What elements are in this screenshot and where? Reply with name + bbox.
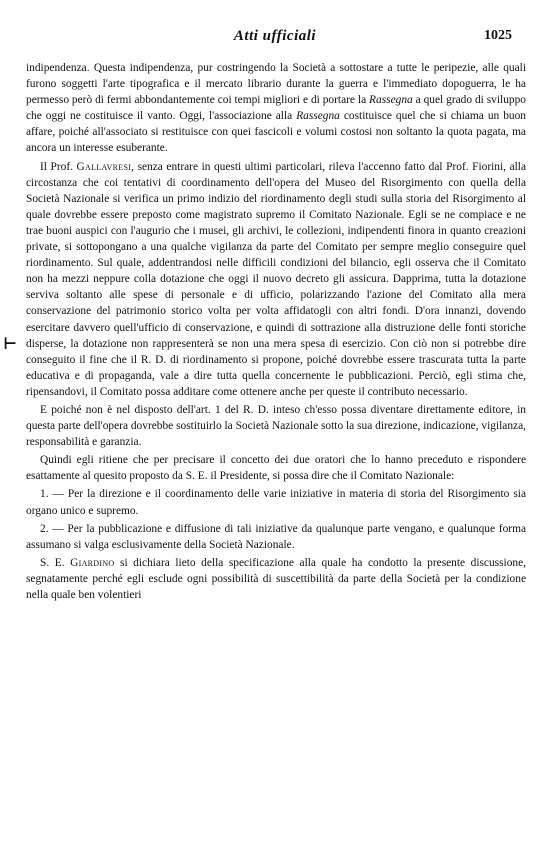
paragraph	[26, 452, 526, 484]
text-run: Giardino	[70, 556, 115, 569]
paragraph	[26, 555, 526, 603]
page-number: 1025	[484, 28, 512, 43]
text-run: Rassegna	[369, 94, 413, 107]
text-run: , senza entrare in questi ultimi particolari, rileva l'accenno fatto dal Prof. Fiorini, alla circostanza che coi tentativi di coordinamento dell'opera del Museo del Risorgimento con quella della Società Nazionale si verifica un primo indizio del riordinamento degli studi sulla storia del Risorgimento al quale dovrebbe essere preposto come magistrato supremo il Comitato Nazionale. Egli se ne compiace e ne trae buoni auspici con l'augurio che i musei, gli archivi, le collezioni, indipendenti finora in quanto creazioni private, si sottopongano a una qualche vigilanza da parte del Comitato per sempre meglio conseguire quel riordinamento. Sul quale, addentrandosi nelle difficili condizioni del bilancio, egli osserva che il Comitato non ha mezzi neppure colla dotazione che oggi il nuovo decreto gli assicura. Dapprima, tutta la dotazione serviva soltanto alle spese di personale e di ufficio, polarizzando l'azione del Comitato alla mera conservazione del patrimonio storico volta per volta affidatogli con altri fondi. D'ora innanzi, dovendo esercitare davvero quell'ufficio di conservazione, e quindi di sottrazione alla distruzione delle fonti storiche disperse, la dotazione non rappresenterà se non una mera spesa di esercizio. Con ciò non si potrebbe dire conseguito il fine che il R. D. di riordinamento si propone, poiché dovrebbe essere trascurata tutta la parte educativa e di propaganda, vale a dire tutta quella concernente le pubblicazioni. Perciò, egli stima che, ripensandovi, il Comitato possa additare come ottenere anche per queste il contributo necessario.	[26, 160, 527, 398]
text-run: 1. — Per la direzione e il coordinamento delle varie iniziative in materia di storia del Risorgimento sia organo unico e supremo.	[26, 488, 526, 517]
paragraph	[26, 402, 526, 450]
text-run: indipendenza. Questa indipendenza, pur costringendo la Società a sottostare a tutte le peripezie, alle quali furono soggetti l'arte tipografica e il mercato librario durante la guerra e l'immediato dopoguerra, le ha permesso però di fermi abbondantemente coi tempi migliori e di portare la	[26, 62, 526, 107]
paragraph	[26, 60, 526, 157]
text-run: a quel grado di sviluppo che oggi ne costituisce il vanto. Oggi, l'associazione alla	[26, 94, 526, 123]
text-run: E poiché non è nel disposto dell'art. 1 del R. D. inteso ch'esso possa diventare direttamente editore, in questa parte dell'opera dovrebbe sostituirlo la Società Nazionale sotto la sua direzione, indicazione, vigilanza, responsabilità e garanzia.	[26, 403, 526, 449]
list-item-paragraph	[26, 486, 526, 518]
text-run: Quindi egli ritiene che per precisare il concetto dei due oratori che lo hanno preceduto e rispondere esattamente al quesito proposto da S. E. il Presidente, si possa dire che il Comitato Nazionale:	[26, 454, 526, 483]
margin-mark: ⊢	[3, 336, 18, 353]
paragraph	[26, 159, 526, 400]
running-title: Atti ufficiali	[233, 28, 317, 44]
text-run: S. E.	[40, 556, 71, 569]
text-run: costituisce quel che si chiama un buon affare, poiché all'associato si restituisce con quei fascicoli e volumi costosi non soltanto la quota pagata, ma ancora un interesse esuberante.	[26, 110, 526, 155]
list-item-paragraph	[26, 521, 526, 553]
text-run: si dichiara lieto della specificazione alla quale ha condotto la presente discussione, segnatamente perché egli esclude ogni possibilità di suscettibilità da parte della Società per la condizione nella quale ben volentieri	[26, 556, 527, 601]
text-run: Rassegna	[296, 110, 340, 123]
text-run: Gallavresi	[76, 160, 132, 173]
page-body	[26, 60, 526, 605]
text-run: Il Prof.	[40, 160, 77, 173]
page-header	[20, 28, 530, 48]
text-run: 2. — Per la pubblicazione e diffusione di tali iniziative da qualunque parte vengano, e qualunque forma assumano si valga esclusivamente della Società Nazionale.	[26, 522, 526, 551]
